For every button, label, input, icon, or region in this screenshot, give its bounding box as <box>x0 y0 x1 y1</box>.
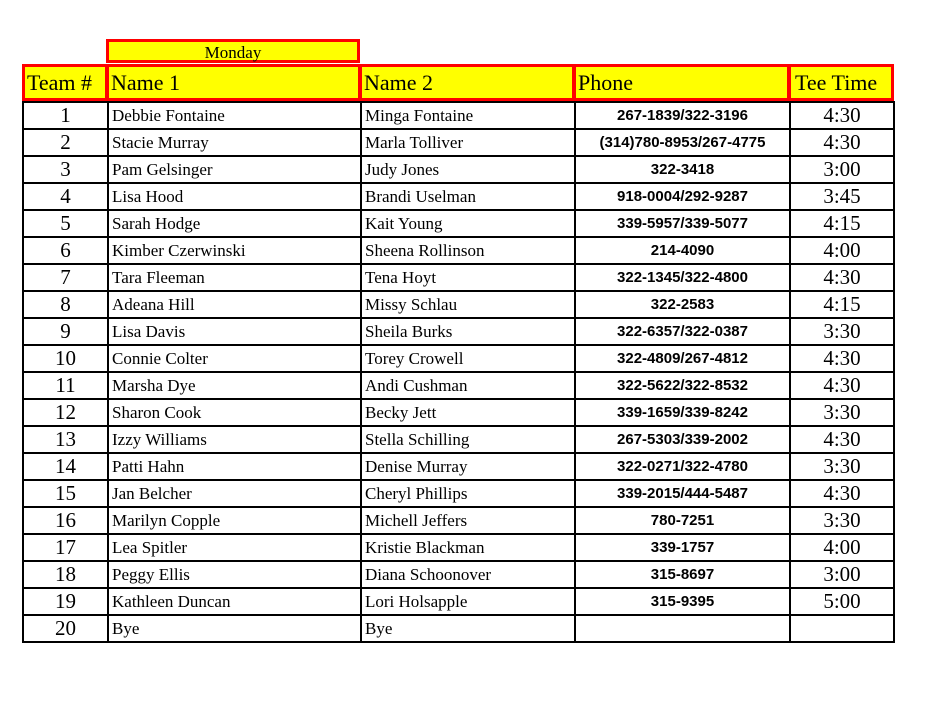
team-number-cell: 16 <box>23 507 108 534</box>
team-number-cell: 11 <box>23 372 108 399</box>
tee-time-cell <box>790 615 894 642</box>
table-row <box>23 507 894 534</box>
tee-time-cell: 4:30 <box>790 102 894 129</box>
table-row <box>23 372 894 399</box>
phone-cell: 918-0004/292-9287 <box>575 183 790 210</box>
name-1-cell: Patti Hahn <box>108 453 361 480</box>
team-number-cell: 2 <box>23 129 108 156</box>
tee-time-cell: 4:00 <box>790 237 894 264</box>
name-1-cell: Pam Gelsinger <box>108 156 361 183</box>
team-number-cell: 5 <box>23 210 108 237</box>
name-2-cell: Sheena Rollinson <box>361 237 575 264</box>
phone-cell <box>575 615 790 642</box>
phone-cell: 322-2583 <box>575 291 790 318</box>
tee-time-cell: 4:30 <box>790 129 894 156</box>
name-1-cell: Connie Colter <box>108 345 361 372</box>
name-1-cell: Bye <box>108 615 361 642</box>
table-row <box>23 237 894 264</box>
name-1-cell: Stacie Murray <box>108 129 361 156</box>
team-number-cell: 1 <box>23 102 108 129</box>
phone-cell: (314)780-8953/267-4775 <box>575 129 790 156</box>
phone-cell: 339-1659/339-8242 <box>575 399 790 426</box>
table-row <box>23 426 894 453</box>
table-row <box>23 588 894 615</box>
name-2-cell: Brandi Uselman <box>361 183 575 210</box>
name-2-cell: Becky Jett <box>361 399 575 426</box>
phone-cell: 322-6357/322-0387 <box>575 318 790 345</box>
tee-time-cell: 4:00 <box>790 534 894 561</box>
team-number-cell: 10 <box>23 345 108 372</box>
name-2-cell: Stella Schilling <box>361 426 575 453</box>
table-row <box>23 318 894 345</box>
team-number-cell: 8 <box>23 291 108 318</box>
phone-cell: 322-1345/322-4800 <box>575 264 790 291</box>
table-row <box>23 210 894 237</box>
name-2-cell: Bye <box>361 615 575 642</box>
phone-cell: 322-3418 <box>575 156 790 183</box>
name-2-cell: Kait Young <box>361 210 575 237</box>
name-2-cell: Andi Cushman <box>361 372 575 399</box>
phone-cell: 339-2015/444-5487 <box>575 480 790 507</box>
phone-cell: 322-4809/267-4812 <box>575 345 790 372</box>
name-2-cell: Sheila Burks <box>361 318 575 345</box>
name-2-cell: Missy Schlau <box>361 291 575 318</box>
name-2-cell: Tena Hoyt <box>361 264 575 291</box>
header-team-number: Team # <box>22 64 108 101</box>
team-number-cell: 6 <box>23 237 108 264</box>
tee-time-cell: 5:00 <box>790 588 894 615</box>
day-banner: Monday <box>106 39 360 63</box>
name-1-cell: Tara Fleeman <box>108 264 361 291</box>
name-1-cell: Adeana Hill <box>108 291 361 318</box>
phone-cell: 267-1839/322-3196 <box>575 102 790 129</box>
tee-time-cell: 4:30 <box>790 426 894 453</box>
phone-cell: 322-5622/322-8532 <box>575 372 790 399</box>
table-row <box>23 615 894 642</box>
phone-cell: 315-9395 <box>575 588 790 615</box>
roster-body <box>23 102 894 642</box>
team-number-cell: 20 <box>23 615 108 642</box>
name-2-cell: Kristie Blackman <box>361 534 575 561</box>
table-row <box>23 183 894 210</box>
tee-time-cell: 3:00 <box>790 156 894 183</box>
name-2-cell: Cheryl Phillips <box>361 480 575 507</box>
name-1-cell: Peggy Ellis <box>108 561 361 588</box>
header-row <box>22 64 894 101</box>
tee-time-cell: 4:15 <box>790 291 894 318</box>
table-row <box>23 345 894 372</box>
tee-time-cell: 3:30 <box>790 453 894 480</box>
name-2-cell: Lori Holsapple <box>361 588 575 615</box>
phone-cell: 214-4090 <box>575 237 790 264</box>
tee-time-cell: 4:30 <box>790 264 894 291</box>
table-row <box>23 102 894 129</box>
name-2-cell: Marla Tolliver <box>361 129 575 156</box>
team-number-cell: 13 <box>23 426 108 453</box>
team-number-cell: 12 <box>23 399 108 426</box>
team-number-cell: 17 <box>23 534 108 561</box>
team-number-cell: 18 <box>23 561 108 588</box>
team-number-cell: 9 <box>23 318 108 345</box>
header-name-2: Name 2 <box>359 64 575 101</box>
tee-time-cell: 3:30 <box>790 507 894 534</box>
team-number-cell: 19 <box>23 588 108 615</box>
header-name-1: Name 1 <box>106 64 361 101</box>
tee-time-cell: 4:30 <box>790 372 894 399</box>
name-1-cell: Izzy Williams <box>108 426 361 453</box>
phone-cell: 315-8697 <box>575 561 790 588</box>
phone-cell: 339-1757 <box>575 534 790 561</box>
header-phone: Phone <box>573 64 790 101</box>
tee-time-cell: 4:30 <box>790 480 894 507</box>
name-1-cell: Lea Spitler <box>108 534 361 561</box>
name-1-cell: Sharon Cook <box>108 399 361 426</box>
team-number-cell: 14 <box>23 453 108 480</box>
header-tee-time: Tee Time <box>788 64 894 101</box>
table-row <box>23 156 894 183</box>
table-row <box>23 561 894 588</box>
name-1-cell: Kathleen Duncan <box>108 588 361 615</box>
name-1-cell: Marilyn Copple <box>108 507 361 534</box>
phone-cell: 322-0271/322-4780 <box>575 453 790 480</box>
table-row <box>23 453 894 480</box>
tee-time-cell: 3:00 <box>790 561 894 588</box>
tee-time-cell: 4:30 <box>790 345 894 372</box>
team-number-cell: 15 <box>23 480 108 507</box>
team-number-cell: 7 <box>23 264 108 291</box>
table-row <box>23 480 894 507</box>
team-number-cell: 4 <box>23 183 108 210</box>
name-2-cell: Minga Fontaine <box>361 102 575 129</box>
name-2-cell: Torey Crowell <box>361 345 575 372</box>
name-1-cell: Sarah Hodge <box>108 210 361 237</box>
name-1-cell: Lisa Hood <box>108 183 361 210</box>
tee-time-cell: 3:30 <box>790 399 894 426</box>
phone-cell: 267-5303/339-2002 <box>575 426 790 453</box>
name-1-cell: Debbie Fontaine <box>108 102 361 129</box>
table-row <box>23 534 894 561</box>
name-1-cell: Lisa Davis <box>108 318 361 345</box>
name-2-cell: Judy Jones <box>361 156 575 183</box>
name-2-cell: Denise Murray <box>361 453 575 480</box>
phone-cell: 780-7251 <box>575 507 790 534</box>
tee-time-cell: 3:45 <box>790 183 894 210</box>
team-number-cell: 3 <box>23 156 108 183</box>
table-row <box>23 291 894 318</box>
tee-time-cell: 4:15 <box>790 210 894 237</box>
tee-time-cell: 3:30 <box>790 318 894 345</box>
name-1-cell: Kimber Czerwinski <box>108 237 361 264</box>
name-2-cell: Michell Jeffers <box>361 507 575 534</box>
name-1-cell: Marsha Dye <box>108 372 361 399</box>
phone-cell: 339-5957/339-5077 <box>575 210 790 237</box>
table-row <box>23 264 894 291</box>
name-1-cell: Jan Belcher <box>108 480 361 507</box>
table-row <box>23 129 894 156</box>
table-row <box>23 399 894 426</box>
name-2-cell: Diana Schoonover <box>361 561 575 588</box>
roster-table <box>22 101 895 643</box>
